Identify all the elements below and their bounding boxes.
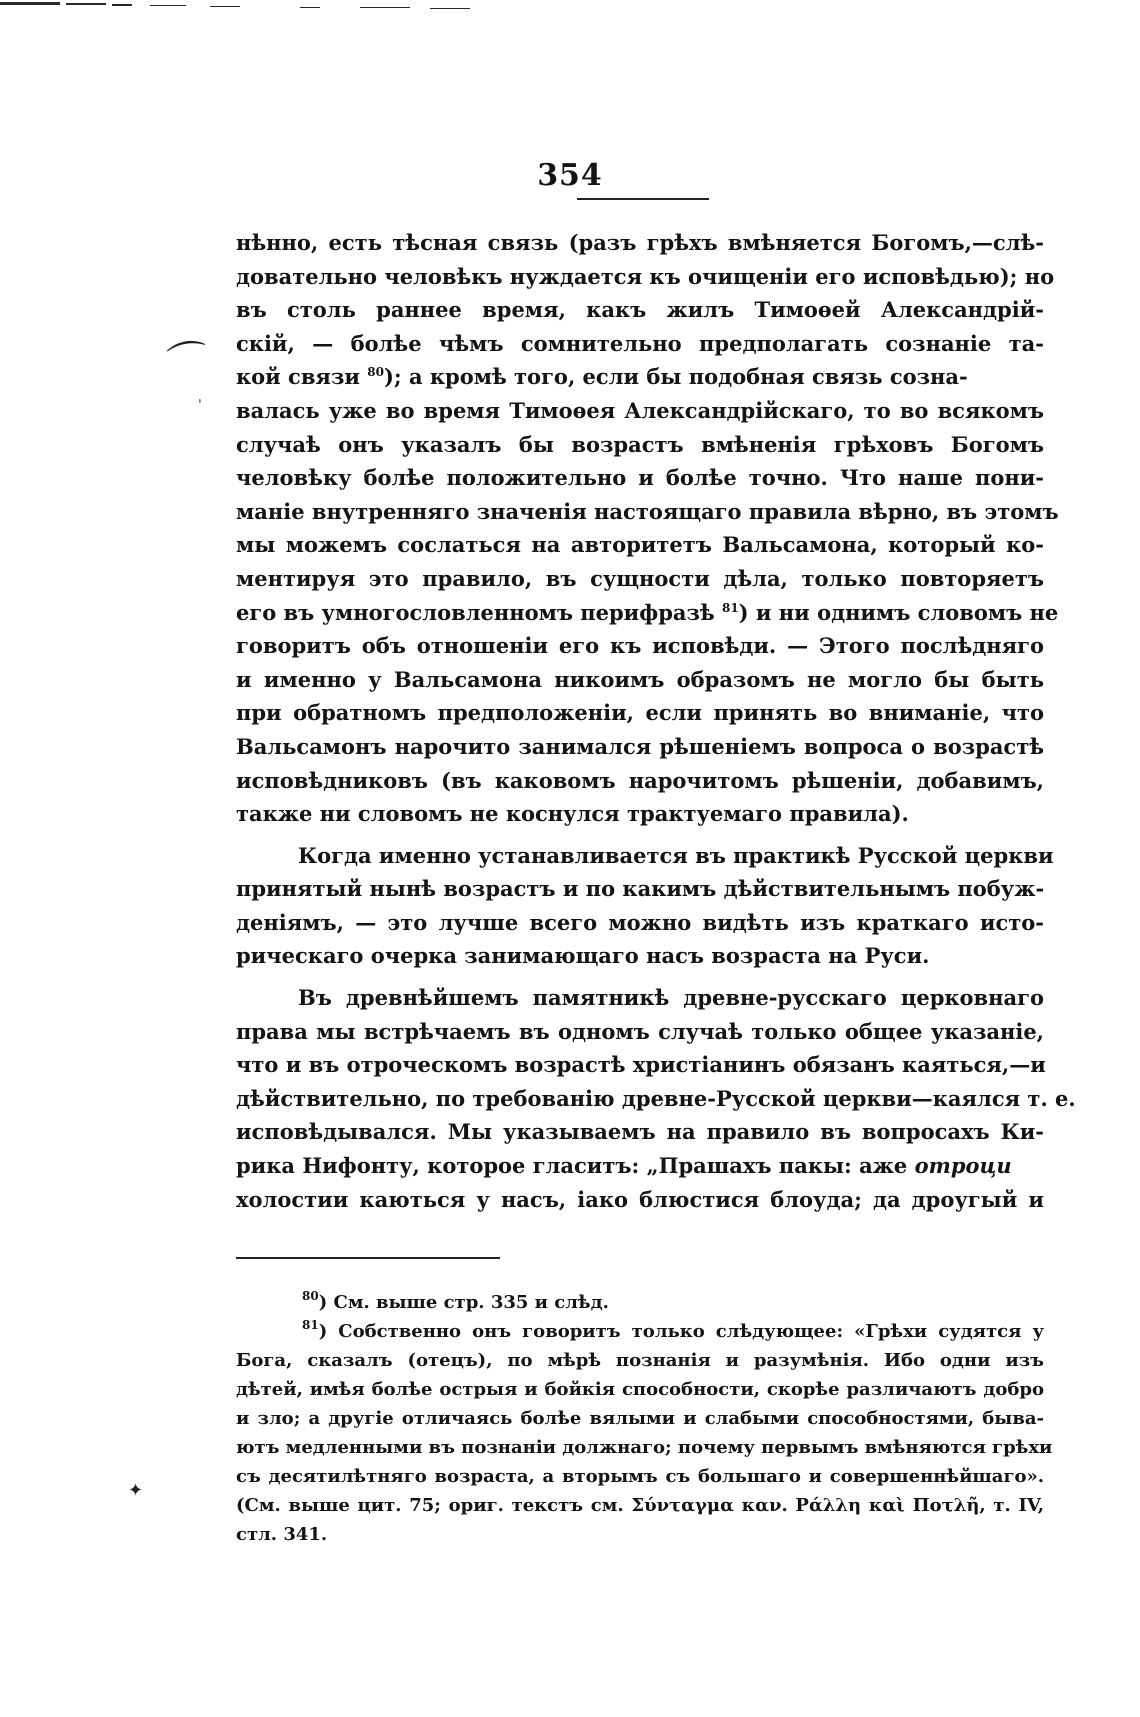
footnote-ref-81: 81 bbox=[721, 600, 739, 615]
footnote-ref-80: 80 bbox=[367, 365, 384, 380]
footnote-text: ) Собственно онъ говоритъ только слѣдующее: «Грѣхи судятся у bbox=[318, 1321, 1044, 1342]
text-line: также ни словомъ не коснулся трактуемаго правила). bbox=[236, 801, 909, 827]
page-number-rule bbox=[577, 198, 709, 200]
text-line: Вальсамонъ нарочито занимался рѣшеніемъ вопроса о возрастѣ bbox=[236, 733, 1044, 759]
text-line bbox=[236, 1149, 1044, 1183]
text-line: дѣйствительно, по требованію древне-Русской церкви—каялся т. е. bbox=[236, 1085, 1076, 1111]
footnote-81-line: (См. выше цит. 75; ориг. текстъ см. Σύνταγμα καν. Ράλλη καὶ Ποτλῆ, т. IV, bbox=[236, 1495, 1044, 1516]
text-line bbox=[236, 360, 1044, 394]
text-line: при обратномъ предположеніи, если принять во вниманіе, что bbox=[236, 700, 1044, 726]
text-line: исповѣдниковъ (въ каковомъ нарочитомъ рѣшеніи, добавимъ, bbox=[236, 767, 1044, 793]
footnote-81-line: Бога, сказалъ (отецъ), по мѣрѣ познанія и разумѣнія. Ибо одни изъ bbox=[236, 1350, 1044, 1371]
text-line: довательно человѣкъ нуждается къ очищеніи его исповѣдью); но bbox=[236, 263, 1055, 289]
footnote-81-line: съ десятилѣтняго возраста, а вторымъ съ большаго и совершеннѣйшаго». bbox=[236, 1466, 1044, 1487]
margin-smudge-mark: ✦ bbox=[128, 1480, 144, 1501]
text-fragment: его въ умногословленномъ перифразѣ bbox=[236, 599, 722, 625]
italic-word: отроци bbox=[914, 1153, 1012, 1179]
text-line: принятый нынѣ возрастъ и по какимъ дѣйствительнымъ побуж- bbox=[236, 876, 1045, 902]
text-fragment: ); а кромѣ того, если бы подобная связь созна- bbox=[383, 364, 968, 390]
text-line: въ столь раннее время, какъ жилъ Тимоѳей Александрій- bbox=[236, 297, 1044, 323]
text-line: нѣнно, есть тѣсная связь (разъ грѣхъ вмѣняется Богомъ,—слѣ- bbox=[236, 230, 1044, 255]
text-line: говоритъ объ отношеніи его къ исповѣди. — Этого послѣдняго bbox=[236, 633, 1044, 659]
text-line: рическаго очерка занимающаго насъ возраста на Руси. bbox=[236, 943, 930, 969]
footnote-80 bbox=[236, 1288, 1044, 1317]
text-line: мы можемъ сослаться на авторитетъ Вальсамона, который ко- bbox=[236, 532, 1044, 558]
footnote-81-line: стл. 341. bbox=[236, 1524, 328, 1545]
text-fragment: рика Нифонту, которое гласитъ: „Прашахъ пакы: аже bbox=[236, 1153, 915, 1179]
text-line: маніе внутренняго значенія настоящаго правила вѣрно, въ этомъ bbox=[236, 498, 1059, 524]
text-line: исповѣдывался. Мы указываемъ на правило въ вопросахъ Ки- bbox=[236, 1119, 1044, 1145]
text-line: ментируя это правило, въ сущности дѣла, только повторяетъ bbox=[236, 565, 1044, 591]
scan-artifact-top-rule bbox=[0, 2, 500, 10]
text-line: права мы встрѣчаемъ въ одномъ случаѣ только общее указаніе, bbox=[236, 1018, 1044, 1044]
text-line: что и въ отроческомъ возрастѣ христіанинъ обязанъ каяться,—и bbox=[236, 1052, 1046, 1078]
text-fragment: ) и ни однимъ словомъ не bbox=[738, 599, 1059, 625]
footnote-mark-81: 81 bbox=[302, 1318, 319, 1332]
text-line: деніямъ, — это лучше всего можно видѣть изъ краткаго исто- bbox=[236, 909, 1044, 935]
footnote-81-line bbox=[236, 1317, 1044, 1346]
text-line: случаѣ онъ указалъ бы возрастъ вмѣненія грѣховъ Богомъ bbox=[236, 431, 1044, 457]
body-text bbox=[236, 226, 1076, 1216]
margin-pencil-mark: ⌒ bbox=[164, 335, 213, 389]
text-line: скій, — болѣе чѣмъ сомнительно предполагать сознаніе та- bbox=[236, 330, 1044, 356]
text-line: Въ древнѣйшемъ памятникѣ древне-русскаго церковнаго bbox=[298, 985, 1044, 1011]
text-line: человѣку болѣе положительно и болѣе точно. Что наше пони- bbox=[236, 465, 1044, 491]
footnote-81-line: дѣтей, имѣя болѣе острыя и бойкія способности, скорѣе различаютъ добро bbox=[236, 1379, 1044, 1400]
text-line: холостии каються у насъ, іако блюстися блоуда; да дроугый и bbox=[236, 1186, 1044, 1212]
footnote-text: ) См. выше стр. 335 и слѣд. bbox=[318, 1292, 609, 1313]
page-number: 354 bbox=[537, 158, 603, 193]
text-line bbox=[236, 596, 1059, 630]
footnotes bbox=[236, 1288, 1053, 1549]
text-line: Когда именно устанавливается въ практикѣ Русской церкви bbox=[298, 842, 1054, 868]
text-fragment: кой связи bbox=[236, 364, 368, 390]
footnote-81-line: ютъ медленными въ познаніи должнаго; почему первымъ вмѣняются грѣхи bbox=[236, 1437, 1053, 1458]
margin-dot-mark: ˈ bbox=[198, 398, 202, 414]
text-line: валась уже во время Тимоѳея Александрійскаго, то во всякомъ bbox=[236, 397, 1044, 423]
text-line: и именно у Вальсамона никоимъ образомъ не могло бы быть bbox=[236, 666, 1044, 692]
footnote-divider bbox=[236, 1257, 500, 1259]
footnote-81-line: и зло; а другіе отличаясь болѣе вялыми и слабыми способностями, быва- bbox=[236, 1408, 1044, 1429]
footnote-mark-80: 80 bbox=[302, 1289, 319, 1303]
